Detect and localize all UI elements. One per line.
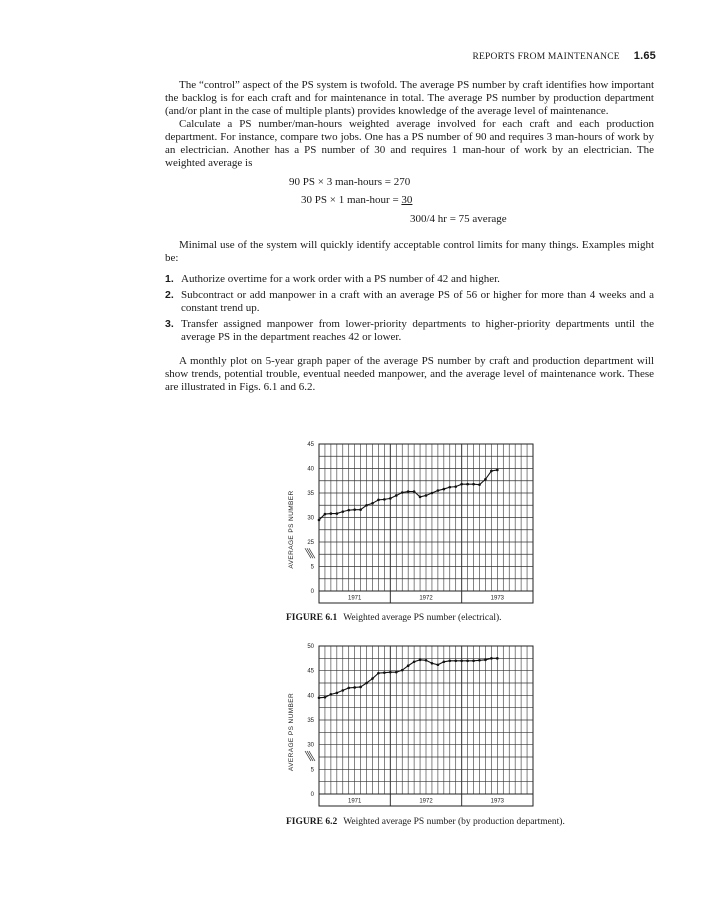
y-tick-label: 40 — [307, 466, 314, 473]
y-axis-label: AVERAGE PS NUMBER — [288, 692, 295, 772]
data-point — [478, 483, 481, 486]
data-point — [496, 469, 499, 472]
data-point — [454, 660, 457, 663]
data-point — [431, 662, 434, 665]
y-tick-label: 0 — [310, 792, 314, 798]
figure-6-1-label: FIGURE 6.1 — [286, 613, 338, 623]
data-point — [448, 660, 451, 663]
data-point — [484, 478, 487, 481]
data-point — [336, 692, 339, 695]
data-point — [359, 508, 362, 511]
figure-6-2 — [0, 640, 718, 830]
data-point — [431, 492, 434, 495]
data-point — [448, 486, 451, 489]
data-point — [389, 497, 392, 500]
calculation-line-1: 90 PS × 3 man-hours = 270 — [289, 176, 411, 188]
data-point — [490, 470, 493, 473]
paragraph-weighted-average: Calculate a PS number/man-hours weighted average involved for each craft and each production department. For instance, compare two jobs. One has a PS number of 90 and requires 3 man-hours of work by an electrician. Another has a PS number of 30 and requires 1 man-hour of work by an electrician. The weighted average is — [165, 118, 654, 169]
data-point — [371, 502, 374, 505]
y-axis-label: AVERAGE PS NUMBER — [288, 490, 295, 569]
y-tick-label: 35 — [307, 491, 314, 497]
running-header — [0, 50, 656, 62]
list-item-text: Subcontract or add manpower in a craft with an average PS of 56 or higher for more than 4 weeks and a constant trend up. — [181, 289, 654, 314]
data-point — [472, 483, 475, 486]
data-point — [490, 657, 493, 660]
figure-6-2-caption — [286, 817, 565, 827]
list-item-number: 2. — [165, 289, 174, 301]
y-tick-label: 50 — [307, 644, 314, 650]
data-point — [395, 494, 398, 497]
data-point — [407, 490, 410, 493]
data-point — [395, 671, 398, 674]
paragraph-monthly-plot: A monthly plot on 5-year graph paper of the average PS number by craft and production department will show trends, potential trouble, eventual needed manpower, and the average level of maintenance work. These are illustrated in Figs. 6.1 and 6.2. — [165, 355, 654, 393]
data-point — [437, 663, 440, 666]
data-point — [466, 483, 469, 486]
data-point — [389, 671, 392, 674]
x-tick-label: 1971 — [347, 595, 362, 602]
y-tick-label: 45 — [307, 668, 314, 675]
list-item-number: 1. — [165, 273, 174, 285]
list-item-text: Transfer assigned manpower from lower-priority departments to higher-priority departments until the average PS in the department reaches 42 or lower. — [181, 318, 654, 343]
data-point — [407, 664, 410, 667]
data-point — [401, 491, 404, 494]
data-point — [484, 659, 487, 662]
calculation-line-2 — [301, 194, 412, 207]
data-point — [478, 659, 481, 662]
list-item — [165, 289, 654, 315]
x-tick-label: 1973 — [490, 595, 505, 602]
data-point — [425, 659, 428, 662]
data-point — [472, 660, 475, 663]
figure-6-2-label: FIGURE 6.2 — [286, 817, 338, 827]
x-tick-label: 1972 — [419, 798, 433, 805]
data-point — [347, 687, 350, 690]
data-point — [341, 510, 344, 513]
data-point — [318, 519, 321, 522]
y-tick-label: 35 — [307, 718, 314, 724]
data-point — [341, 689, 344, 692]
data-point — [383, 671, 386, 674]
y-tick-label: 30 — [307, 742, 314, 749]
x-tick-label: 1972 — [419, 595, 433, 602]
data-point — [365, 504, 368, 507]
data-point — [419, 496, 422, 499]
data-point — [460, 660, 463, 663]
x-tick-label: 1971 — [347, 798, 362, 805]
data-point — [365, 682, 368, 685]
figure-6-1-caption-text: Weighted average PS number (electrical). — [343, 613, 502, 623]
data-point — [353, 508, 356, 511]
data-point — [454, 485, 457, 488]
data-point — [496, 657, 499, 660]
calculation-line-2-prefix: 30 PS × 1 man-hour = — [301, 194, 402, 206]
y-tick-label: 30 — [307, 515, 314, 522]
y-tick-label: 45 — [307, 442, 314, 448]
data-point — [425, 494, 428, 497]
y-tick-label: 25 — [307, 540, 314, 546]
data-point — [371, 677, 374, 680]
data-point — [359, 686, 362, 689]
data-point — [330, 693, 333, 696]
data-point — [347, 509, 350, 512]
calculation-block — [165, 173, 654, 231]
chart-electrical — [0, 438, 718, 628]
data-point — [437, 489, 440, 492]
data-point — [377, 499, 380, 502]
paragraph-control-aspect: The “control” aspect of the PS system is twofold. The average PS number by craft identifies how important the backlog is for each craft and for maintenance in total. The average PS number by production department (and/or plant in the case of multiple plants) provides knowledge of the average level of maintenance. — [165, 79, 654, 117]
data-point — [383, 498, 386, 501]
data-point — [443, 660, 446, 663]
running-header-section: REPORTS FROM MAINTENANCE — [472, 52, 620, 62]
data-point — [336, 512, 339, 515]
data-point — [466, 660, 469, 663]
list-item — [165, 318, 654, 344]
data-point — [330, 512, 333, 515]
data-point — [460, 483, 463, 486]
data-point — [401, 669, 404, 672]
data-point — [443, 488, 446, 491]
list-item — [165, 273, 654, 286]
x-tick-label: 1973 — [490, 798, 505, 805]
figure-6-1 — [0, 438, 718, 628]
y-tick-label: 0 — [310, 589, 314, 595]
paragraph-control-limits: Minimal use of the system will quickly identify acceptable control limits for many things. Examples might be: — [165, 239, 654, 264]
calculation-line-2-value: 30 — [401, 194, 413, 206]
data-point — [353, 686, 356, 689]
data-point — [318, 697, 321, 700]
y-tick-label: 5 — [310, 767, 314, 774]
data-point — [324, 513, 327, 516]
y-tick-label: 5 — [310, 564, 314, 571]
page-number: 1.65 — [633, 50, 656, 62]
examples-list — [165, 273, 654, 344]
data-point — [413, 660, 416, 663]
calculation-line-3: 300/4 hr = 75 average — [410, 213, 507, 225]
y-tick-label: 40 — [307, 693, 314, 700]
figure-6-2-caption-text: Weighted average PS number (by production department). — [343, 817, 565, 827]
data-point — [413, 490, 416, 493]
list-item-number: 3. — [165, 318, 174, 330]
body-text — [165, 79, 654, 394]
list-item-text: Authorize overtime for a work order with a PS number of 42 and higher. — [181, 273, 500, 285]
figure-6-1-caption — [286, 613, 502, 623]
data-point — [324, 696, 327, 699]
data-point — [377, 672, 380, 675]
chart-production-department — [0, 640, 718, 830]
data-point — [419, 659, 422, 662]
